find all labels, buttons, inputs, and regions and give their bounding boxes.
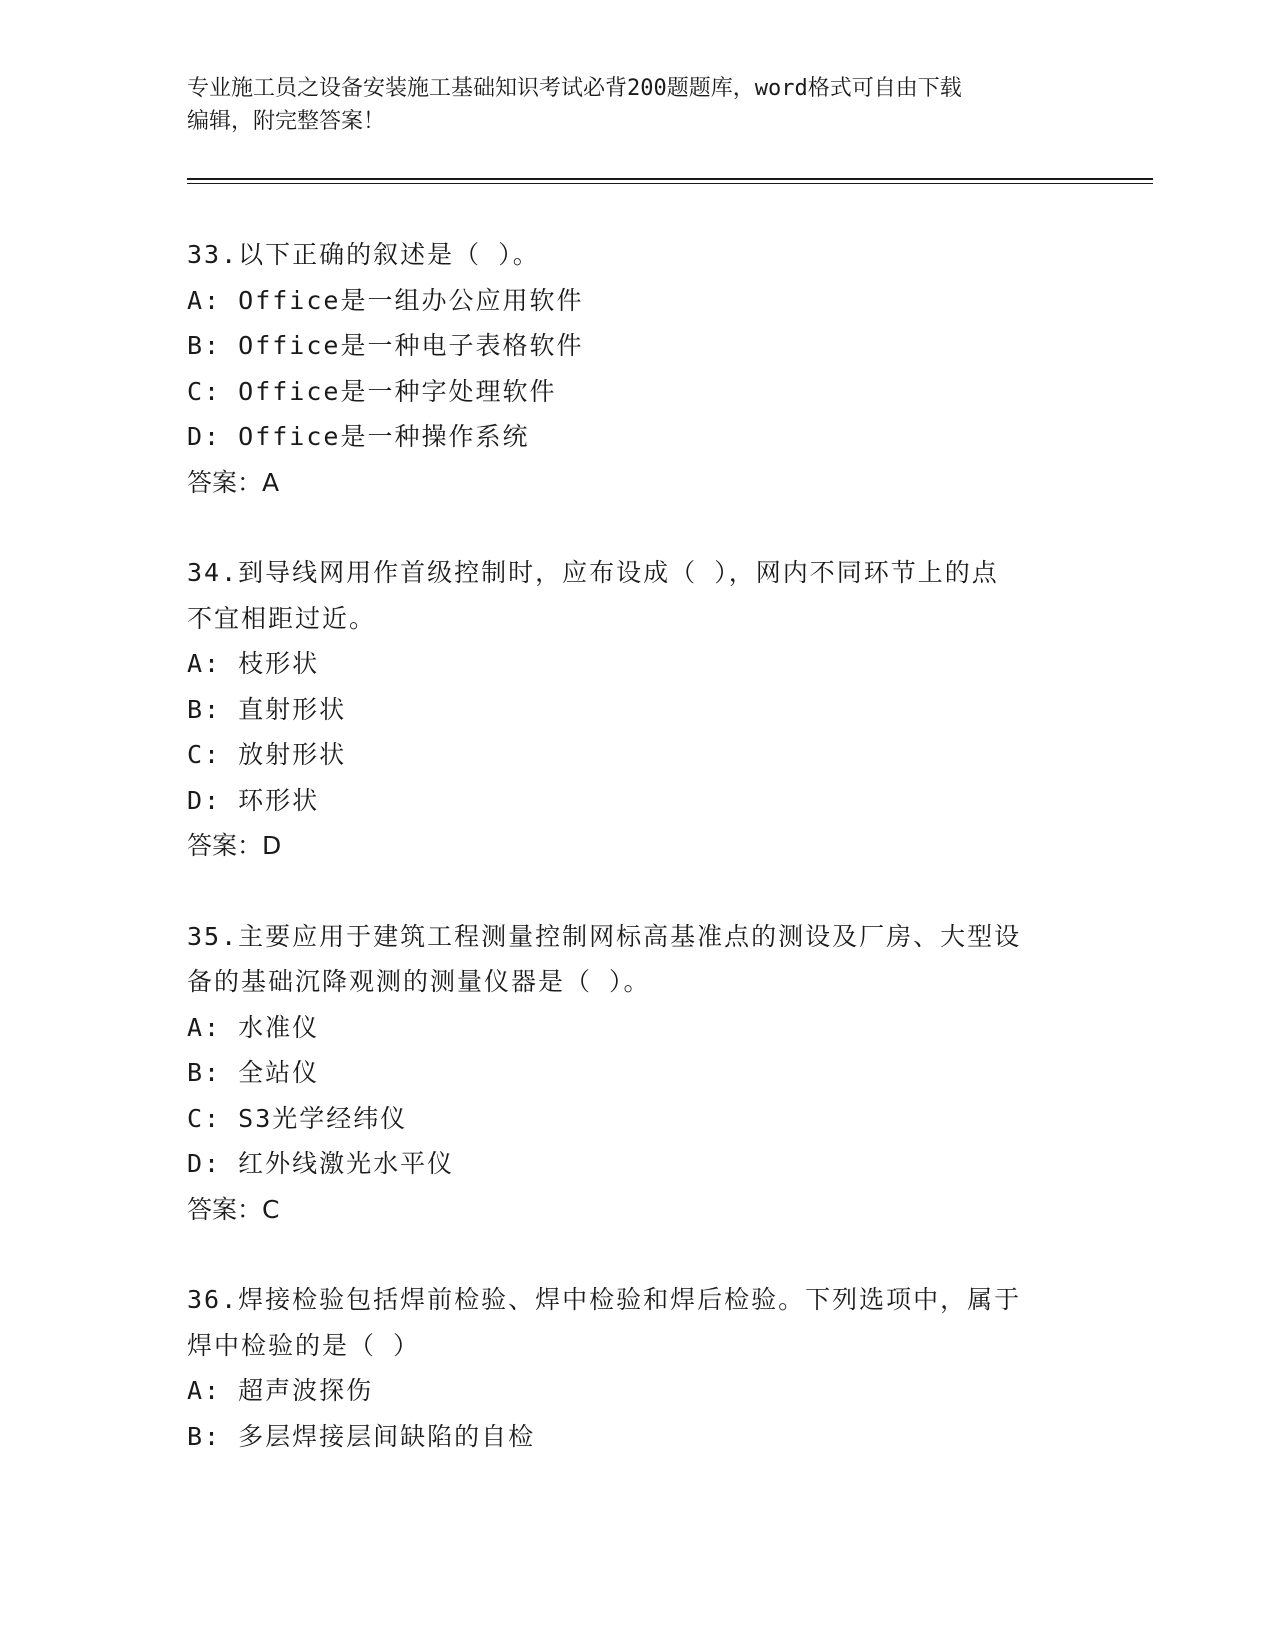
option-d: D: Office是一种操作系统 [187, 422, 530, 451]
question-stem-continued: 焊中检验的是（ ） [187, 1330, 421, 1360]
option-a: A: Office是一组办公应用软件 [187, 285, 584, 315]
question-stem: 33.以下正确的叙述是（ ）。 [187, 240, 540, 269]
header-line-2: 编辑，附完整答案！ [187, 109, 386, 134]
option-a: A: 超声波探伤 [187, 1376, 374, 1405]
question-34 [187, 550, 1087, 869]
option-c: C: S3光学经纬仪 [187, 1103, 408, 1133]
question-33 [187, 232, 1087, 505]
option-c: C: 放射形状 [187, 740, 347, 769]
question-stem: 36.焊接检验包括焊前检验、焊中检验和焊后检验。下列选项中，属于 [187, 1285, 1022, 1314]
option-a: A: 枝形状 [187, 649, 320, 678]
question-stem: 34.到导线网用作首级控制时，应布设成（ ），网内不同环节上的点 [187, 558, 999, 587]
answer: 答案：C [187, 1194, 280, 1224]
option-b: B: Office是一种电子表格软件 [187, 331, 584, 360]
option-a: A: 水准仪 [187, 1012, 320, 1042]
question-list [187, 232, 1087, 1459]
option-c: C: Office是一种字处理软件 [187, 376, 557, 406]
question-36 [187, 1277, 1087, 1459]
option-b: B: 全站仪 [187, 1058, 320, 1087]
option-b: B: 直射形状 [187, 694, 347, 724]
answer: 答案：A [187, 467, 280, 497]
question-stem-continued: 备的基础沉降观测的测量仪器是（ ）。 [187, 967, 651, 996]
option-d: D: 红外线激光水平仪 [187, 1149, 455, 1178]
question-35 [187, 914, 1087, 1233]
answer: 答案：D [187, 831, 282, 860]
header-line-1: 专业施工员之设备安装施工基础知识考试必背200题题库，word格式可自由下载 [187, 76, 962, 101]
question-stem: 35.主要应用于建筑工程测量控制网标高基准点的测设及厂房、大型设 [187, 921, 1022, 951]
option-b: B: 多层焊接层间缺陷的自检 [187, 1421, 536, 1451]
header-divider-thin [187, 183, 1153, 184]
header-divider [187, 178, 1153, 180]
document-header [187, 72, 1067, 138]
question-stem-continued: 不宜相距过近。 [187, 603, 377, 633]
option-d: D: 环形状 [187, 785, 320, 815]
